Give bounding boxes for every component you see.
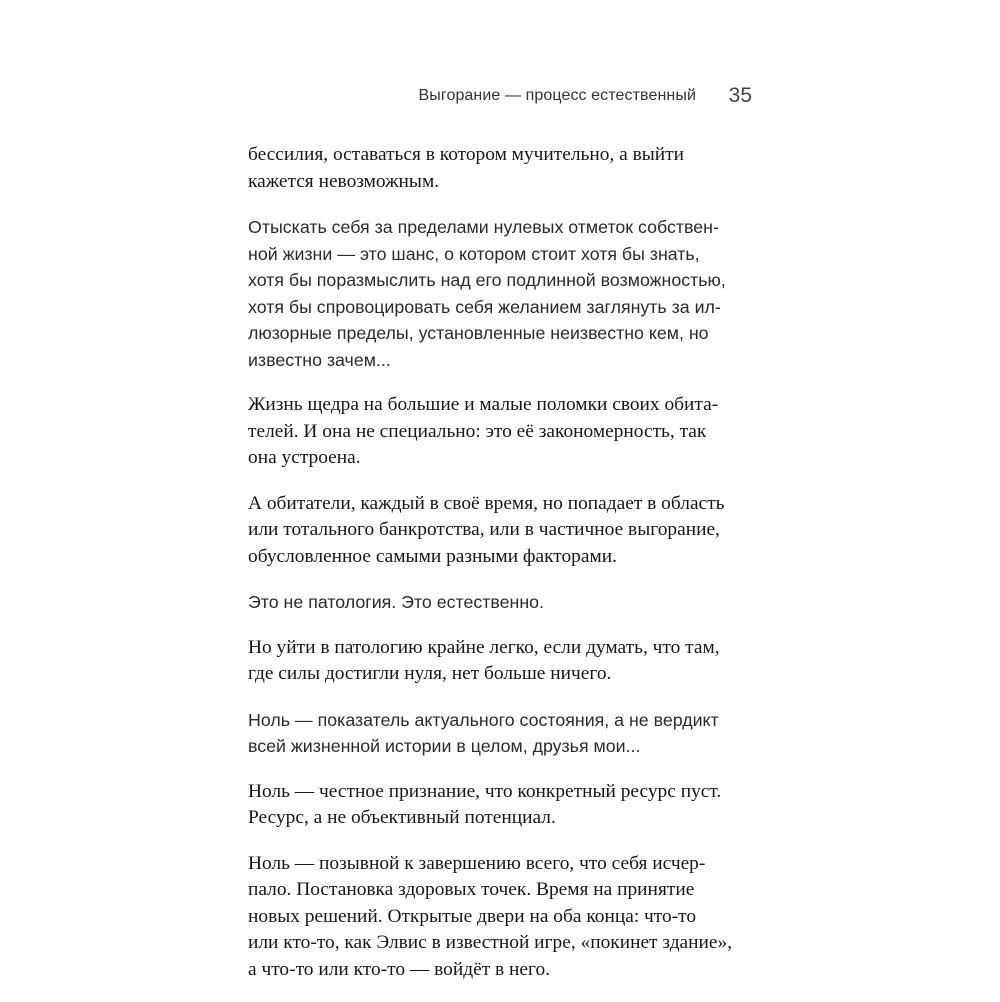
text-line: Это не патология. Это естественно.: [248, 592, 544, 612]
paragraph: [248, 491, 756, 571]
paragraph: [248, 392, 756, 472]
text-line: А обитатели, каждый в своё время, но попадает в область: [248, 492, 725, 514]
text-line: кажется невозможным.: [248, 170, 440, 192]
text-line: ной жизни — это шанс, о котором стоит хотя бы знать,: [248, 243, 700, 264]
text-line: Жизнь щедра на большие и малые поломки своих обита-: [248, 394, 719, 415]
paragraph: [248, 589, 756, 616]
text-line: а что-то или кто-то — войдёт в него.: [248, 958, 551, 980]
paragraph: [248, 779, 756, 832]
text-line: Отыскать себя за пределами нулевых отметок собствен-: [248, 217, 719, 237]
running-header: [248, 84, 754, 108]
text-line: бессилия, оставаться в котором мучительно, а выйти: [248, 144, 685, 165]
text-line: обусловленное самыми разными факторами.: [248, 545, 617, 567]
text-line: пало. Постановка здоровых точек. Время на принятие: [248, 879, 695, 900]
text-line: люзорные пределы, установленные неизвестно кем, но: [248, 323, 709, 343]
running-title: Выгорание — процесс естественный: [418, 87, 696, 104]
text-line: она устроена.: [248, 447, 361, 468]
body-text: [248, 142, 756, 1002]
text-line: Ноль — позывной к завершению всего, что себя исчер-: [248, 852, 706, 874]
text-line: хотя бы поразмыслить над его подлинной возможностью,: [248, 270, 726, 290]
text-line: Ресурс, а не объективный потенциал.: [248, 807, 556, 828]
paragraph: [248, 635, 756, 688]
text-line: телей. И она не специально: это её закономерность, так: [248, 420, 707, 442]
text-line: всей жизненной истории в целом, друзья мои...: [248, 736, 641, 756]
paragraph: [248, 851, 756, 984]
text-line: Ноль — показатель актуального состояния, а не вердикт: [248, 709, 719, 730]
text-line: Но уйти в патологию крайне легко, если думать, что там,: [248, 636, 720, 658]
text-line: новых решений. Открытые двери на оба конца: что-то: [248, 905, 697, 927]
text-line: или кто-то, как Элвис в известной игре, «покинет здание»,: [248, 932, 733, 953]
page-number: 35: [728, 84, 752, 107]
text-line: или тотального банкротства, или в частичное выгорание,: [248, 519, 720, 540]
paragraph: [248, 142, 756, 195]
paragraph: [248, 707, 756, 760]
text-line: известно зачем...: [248, 349, 391, 370]
paragraph: [248, 214, 756, 373]
text-line: где силы достигли нуля, нет больше ничего.: [248, 663, 612, 684]
text-line: хотя бы спровоцировать себя желанием заглянуть за ил-: [248, 296, 721, 317]
text-line: Ноль — честное признание, что конкретный ресурс пуст.: [248, 780, 722, 802]
